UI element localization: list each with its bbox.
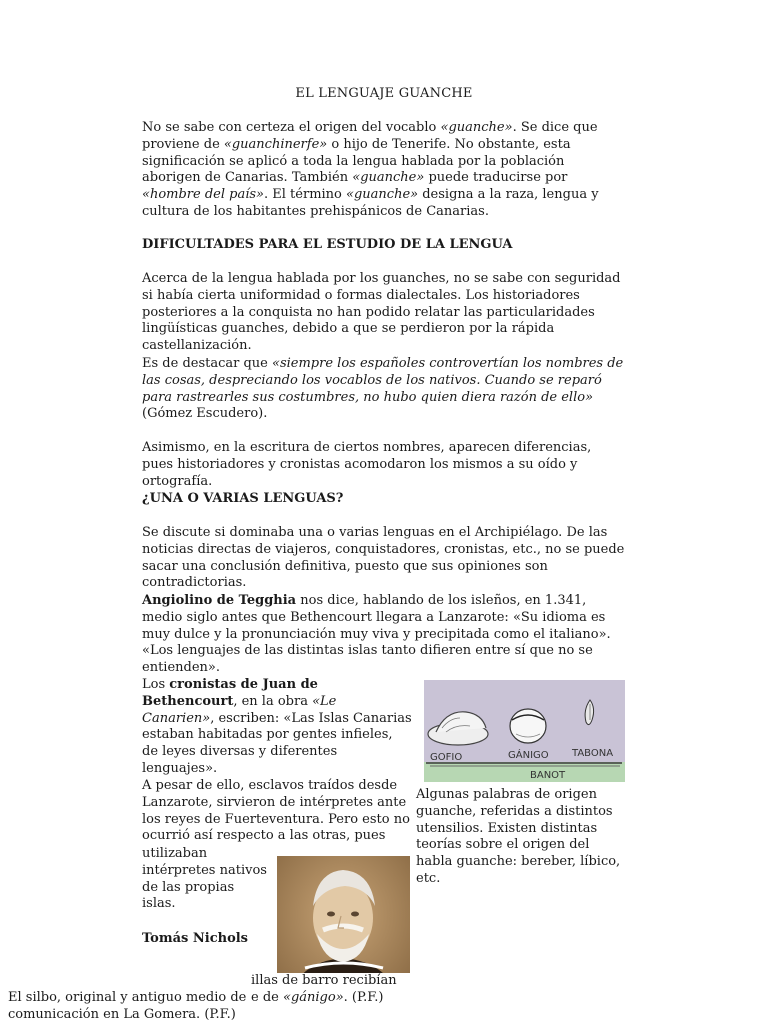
page-title: EL LENGUAJE GUANCHE	[295, 86, 473, 101]
figure-label-tabona: TABONA	[572, 748, 614, 759]
utensils-drawing	[424, 680, 625, 782]
asimismo-paragraph: Asimismo, en la escritura de ciertos nombres, aparecen diferencias, pues historiadores y cronistas acomodaron los mismos a su oído y ortografía.	[142, 440, 592, 489]
pesar-paragraph: A pesar de ello, esclavos traídos desde Lanzarote, sirvieron de intérpretes ante los reyes de Fuerteventura. Pero esto no ocurrió así respecto a las otras, pues	[142, 778, 410, 844]
cronistas-paragraph: Los cronistas de Juan de Bethencourt, en la obra «Le Canarien», escriben: «Las Islas Canarias estaban habitadas por gentes infieles, de leyes diversas y diferentes lenguajes».	[142, 677, 412, 776]
tegghia-paragraph: Angiolino de Tegghia nos dice, hablando de los isleños, en 1.341, medio siglo antes que Bethencourt llegara a Lanzarote: «Su idioma es muy dulce y la pronunciación muy viva y precipitada como el italiano». «Los lenguajes de las distintas islas tanto difieren entre sí que no se entienden».	[142, 593, 611, 676]
silbo-caption: El silbo, original y antiguo medio de comunicación en La Gomera. (P.F.)	[8, 990, 247, 1022]
figure-label-ganigo: GÁNIGO	[508, 750, 549, 761]
author-name: Tomás Nichols	[142, 931, 248, 946]
utensils-illustration	[424, 680, 625, 782]
pesar-paragraph-continued: utilizaban intérpretes nativos de las propias islas.	[142, 846, 267, 912]
section-heading-dificultades: DIFICULTADES PARA EL ESTUDIO DE LA LENGUA	[142, 237, 513, 252]
ganigo-vessel-icon	[510, 709, 546, 743]
figure-label-gofio: GOFIO	[430, 752, 463, 763]
section-heading-lenguas: ¿UNA O VARIAS LENGUAS?	[142, 491, 344, 506]
quote-paragraph: Es de destacar que «siempre los españoles controvertían los nombres de las cosas, despreciando los vocablos de los nativos. Cuando se reparó para rastrearles sus costumbres, no hubo quien diera razón de ello» (Gómez Escudero).	[142, 356, 624, 422]
dificultades-paragraph: Acerca de la lengua hablada por los guanches, no se sabe con seguridad si había cierta uniformidad o formas dialectales. Los historiadores posteriores a la conquista no han podido relatar las particularidades lingüísticas guanches, debido a que se perdieron por la rápida castellanización.	[142, 271, 621, 354]
figure-label-banot: BANOT	[530, 770, 566, 781]
intro-paragraph: No se sabe con certeza el origen del vocablo «guanche». Se dice que proviene de «guanchinerfe» o hijo de Tenerife. No obstante, esta significación se aplicó a toda la lengua hablada por la población aborigen de Canarias. También «guanche» puede traducirse por «hombre del país». El término «guanche» designa a la raza, lengua y cultura de los habitantes prehispánicos de Canarias.	[142, 120, 599, 219]
discute-paragraph: Se discute si dominaba una o varias lenguas en el Archipiélago. De las noticias directas de viajeros, conquistadores, cronistas, etc., no se puede sacar una conclusión definitiva, puesto que sus opiniones son contradictorias.	[142, 525, 625, 591]
partial-caption-ganigo: illas de barro recibían e de «gánigo». (P.F.)	[251, 973, 411, 1007]
figure-caption: Algunas palabras de origen guanche, referidas a distintos utensilios. Existen distintas teorías sobre el origen del habla guanche: bereber, líbico, etc.	[416, 787, 621, 886]
